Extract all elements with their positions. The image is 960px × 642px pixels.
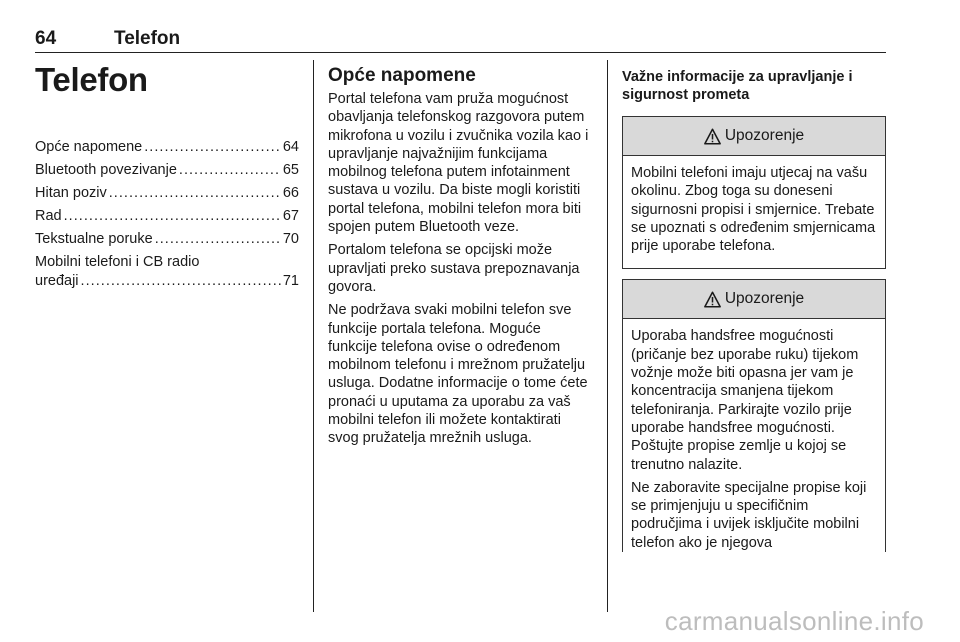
- paragraph: Ne podržava svaki mobilni telefon sve funkcije portala telefona. Moguće funkcije telefona ovise o određenom mobilnom telefonu i mrežnom pružatelju usluga. Dodatne informacije o tome ćete pronaći u uputama za uporabu za vaš mobilni telefon ili možete kontaktirati svog pružatelja mrežnih usluga.: [328, 302, 588, 447]
- chapter-title: Telefon: [35, 61, 148, 98]
- warning-triangle-icon: [704, 291, 721, 308]
- toc-entry-label: uređaji: [35, 273, 79, 289]
- column-divider: [313, 60, 314, 612]
- toc-entry[interactable]: [35, 184, 299, 203]
- toc-entry-label: Tekstualne poruke: [35, 231, 153, 247]
- toc-leader-dots: [109, 184, 281, 203]
- toc-entry-page: 67: [282, 208, 299, 224]
- safety-subheading: Važne informacije za upravljanje i sigurnost prometa: [622, 69, 853, 103]
- paragraph: Portal telefona vam pruža mogućnost obavljanja telefonskog razgovora putem mikrofona u vozilu i zvučnika vozila kao i upravljanje najvažnijim funkcijama mobilnog telefona putem infotainment sustava u vozilu. Da biste mogli koristiti portal telefona, mobilni telefon mora biti spojen putem Bluetooth veze.: [328, 91, 589, 236]
- toc-entry-label: Mobilni telefoni i CB radio: [35, 254, 200, 270]
- paragraph: Portalom telefona se opcijski može upravljati preko sustava prepoznavanja govora.: [328, 242, 580, 295]
- toc-entry-page: 71: [282, 273, 299, 289]
- toc-entry[interactable]: [35, 253, 299, 291]
- section-title: Opće napomene: [328, 65, 476, 86]
- column-divider: [607, 60, 608, 612]
- warning-box: [622, 279, 886, 552]
- toc-entry-page: 66: [282, 185, 299, 201]
- toc-leader-dots: [81, 272, 281, 291]
- paragraph: Mobilni telefoni imaju utjecaj na vašu okolinu. Zbog toga su doneseni sigurnosni propisi i smjernice. Trebate se upoznati s određenim smjernicama prije uporabe telefona.: [631, 165, 876, 255]
- toc-leader-dots: [64, 207, 281, 226]
- warning-header: [623, 117, 885, 156]
- table-of-contents: [35, 138, 299, 291]
- warning-heading: Upozorenje: [724, 290, 805, 308]
- toc-entry[interactable]: [35, 207, 299, 226]
- toc-entry-page: 70: [282, 231, 299, 247]
- paragraph: Ne zaboravite specijalne propise koji se primjenjuju u specifičnim područjima i uvijek isključite mobilni telefon ako je njegova: [631, 479, 867, 551]
- toc-leader-dots: [155, 230, 281, 249]
- toc-entry-label: Opće napomene: [35, 139, 143, 155]
- toc-entry-label: Bluetooth povezivanje: [35, 162, 177, 178]
- toc-entry[interactable]: [35, 161, 299, 180]
- toc-entry[interactable]: [35, 230, 299, 249]
- warning-box: [622, 116, 886, 269]
- toc-entry[interactable]: [35, 138, 299, 157]
- general-notes-column: [328, 60, 593, 453]
- toc-entry-label: Rad: [35, 208, 62, 224]
- toc-column: [35, 60, 299, 295]
- toc-entry-page: 64: [282, 139, 299, 155]
- safety-column: [622, 60, 886, 562]
- warning-body: [623, 156, 885, 268]
- running-title: Telefon: [114, 28, 181, 49]
- watermark: carmanualsonline.info: [664, 606, 924, 636]
- paragraph: Uporaba handsfree mogućnosti (pričanje bez uporabe ruku) tijekom vožnje može biti opasna jer vam je koncentracija smanjena tijekom telefoniranja. Parkirajte vozilo prije uporabe handsfree mogućnosti. Poštujte propise zemlje u kojoj se trenutno nalazite.: [631, 328, 859, 473]
- toc-entry-label: Hitan poziv: [35, 185, 107, 201]
- warning-heading: Upozorenje: [724, 127, 805, 144]
- warning-header: [623, 280, 885, 319]
- page-header: [35, 26, 886, 53]
- toc-entry-page: 65: [282, 162, 299, 178]
- warning-triangle-icon: [704, 128, 721, 145]
- warning-body: [623, 319, 885, 552]
- page-number: 64: [35, 28, 57, 49]
- toc-leader-dots: [179, 161, 281, 180]
- toc-leader-dots: [144, 138, 281, 157]
